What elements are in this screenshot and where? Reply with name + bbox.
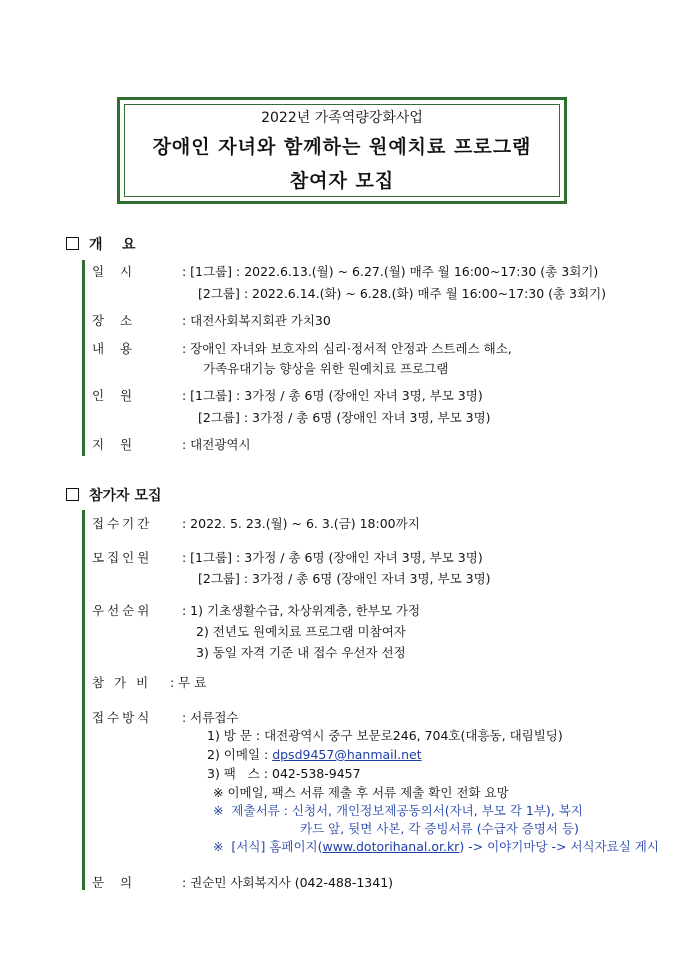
title-project: 2022년 가족역량강화사업 <box>261 110 423 126</box>
row-people <box>92 386 483 404</box>
row-contact <box>92 873 393 891</box>
recruit-label: 모집인원 <box>92 550 153 565</box>
title-recruit: 참여자 모집 <box>289 170 395 192</box>
people-group1: : [1그룹] : 3가정 / 총 6명 (장애인 자녀 3명, 부모 3명) <box>182 388 483 403</box>
priority-label: 우선순위 <box>92 603 153 618</box>
contact-label: 문 의 <box>92 875 133 890</box>
fee-value: : 무 료 <box>170 675 207 690</box>
priority-2: 2) 전년도 원예치료 프로그램 미참여자 <box>196 624 406 639</box>
note-documents: ※ 제출서류 : 신청서, 개인정보제공동의서(자녀, 부모 각 1부), 복지 <box>213 803 583 818</box>
email-prefix: 2) 이메일 : <box>207 747 273 762</box>
row-place <box>92 311 331 329</box>
people-group2: [2그룹] : 3가정 / 총 6명 (장애인 자녀 3명, 부모 3명) <box>198 410 491 425</box>
row-method <box>92 708 239 726</box>
priority-1: : 1) 기초생활수급, 차상위계층, 한부모 가정 <box>182 603 421 618</box>
content-line2: 가족유대기능 향상을 위한 원예치료 프로그램 <box>203 361 449 376</box>
date-group2: [2그룹] : 2022.6.14.(화) ~ 6.28.(화) 매주 월 16:00~17:30 (총 3회기) <box>198 286 607 301</box>
section-overview-heading: 개 요 <box>66 234 136 254</box>
title-program: 장애인 자녀와 함께하는 원예치료 프로그램 <box>152 136 532 158</box>
section-overview-bar <box>82 260 85 456</box>
row-priority <box>92 601 420 619</box>
method-value: : 서류접수 <box>182 710 239 725</box>
row-content <box>92 339 512 357</box>
content-label: 내 용 <box>92 341 133 356</box>
place-label: 장 소 <box>92 313 133 328</box>
method-fax: 3) 팩 스 : 042-538-9457 <box>207 766 361 781</box>
section-recruit-bar <box>82 510 85 890</box>
period-label: 접수기간 <box>92 516 153 531</box>
row-support <box>92 435 251 453</box>
support-value: : 대전광역시 <box>182 437 251 452</box>
period-value: : 2022. 5. 23.(월) ~ 6. 3.(금) 18:00까지 <box>182 516 420 531</box>
recruit-group1: : [1그룹] : 3가정 / 총 6명 (장애인 자녀 3명, 부모 3명) <box>182 550 483 565</box>
people-label: 인 원 <box>92 388 133 403</box>
note-confirm-call: ※ 이메일, 팩스 서류 제출 후 서류 제출 확인 전화 요망 <box>213 785 509 800</box>
row-period <box>92 514 420 532</box>
note-documents-cont: 카드 앞, 뒷면 사본, 각 증빙서류 (수급자 증명서 등) <box>300 821 579 836</box>
form-prefix: ※ [서식] 홈페이지( <box>213 839 323 854</box>
row-date <box>92 262 598 280</box>
place-value: : 대전사회복지회관 가치30 <box>182 313 331 328</box>
recruit-group2: [2그룹] : 3가정 / 총 6명 (장애인 자녀 3명, 부모 3명) <box>198 571 491 586</box>
date-group1: : [1그룹] : 2022.6.13.(월) ~ 6.27.(월) 매주 월 16:00~17:30 (총 3회기) <box>182 264 599 279</box>
note-form-row <box>213 837 659 855</box>
row-recruit <box>92 548 483 566</box>
method-label: 접수방식 <box>92 710 153 725</box>
date-label: 일 시 <box>92 264 133 279</box>
homepage-link[interactable]: www.dotorihanal.or.kr <box>322 839 460 854</box>
support-label: 지 원 <box>92 437 133 452</box>
content-line1: : 장애인 자녀와 보호자의 심리·정서적 안정과 스트레스 해소, <box>182 341 512 356</box>
email-link[interactable]: dpsd9457@hanmail.net <box>272 747 422 762</box>
row-fee <box>92 673 206 691</box>
priority-3: 3) 동일 자격 기준 내 접수 우선자 선정 <box>196 645 406 660</box>
section-recruit-heading: 참가자 모집 <box>66 485 162 505</box>
title-box <box>117 97 567 204</box>
method-email-row <box>207 745 422 763</box>
contact-value: : 권순민 사회복지사 (042-488-1341) <box>182 875 394 890</box>
checkbox-square-icon <box>66 237 79 250</box>
method-visit: 1) 방 문 : 대전광역시 중구 보문로246, 704호(대흥동, 대림빌딩) <box>207 728 563 743</box>
checkbox-square-icon <box>66 488 79 501</box>
form-suffix: ) -> 이야기마당 -> 서식자료실 게시 <box>459 839 659 854</box>
fee-label: 참 가 비 <box>92 675 152 690</box>
